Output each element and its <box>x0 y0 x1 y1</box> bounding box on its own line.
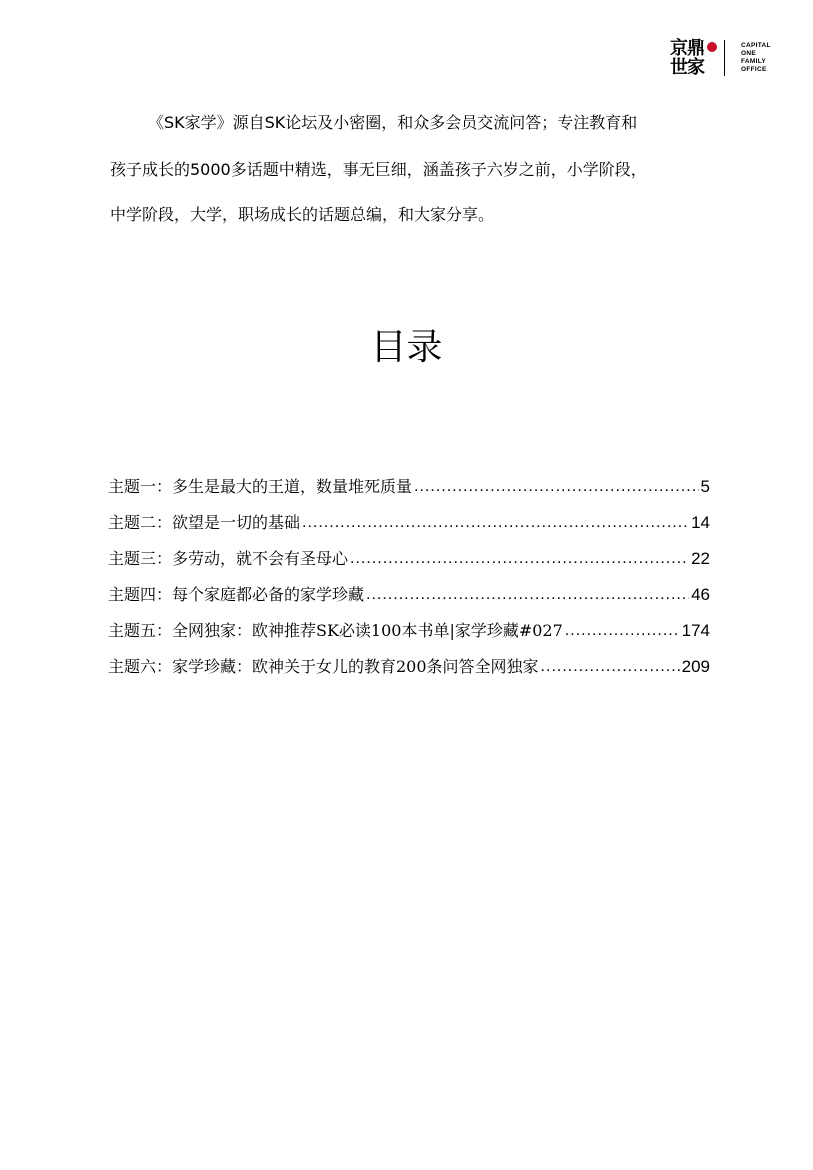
toc-entry[interactable] <box>108 606 710 642</box>
logo-en-line: FAMILY <box>741 58 767 65</box>
toc-entry-title: 主题三：多劳动，就不会有圣母心 <box>108 549 349 568</box>
intro-line-1: 《SK家学》源自SK论坛及小密圈，和众多会员交流问答；专注教育和 <box>148 113 638 132</box>
toc-entry[interactable] <box>108 498 710 534</box>
intro-line-2: 孩子成长的5000多话题中精选，事无巨细，涵盖孩子六岁之前，小学阶段， <box>110 160 647 179</box>
logo-chinese <box>670 39 704 77</box>
logo-cn-line2: 世家 <box>670 57 704 78</box>
toc-entry[interactable] <box>108 570 710 606</box>
toc-entry-title: 主题二：欲望是一切的基础 <box>108 513 301 532</box>
toc-entry-page: 174 <box>681 621 710 640</box>
toc-entry-title: 主题六：家学珍藏：欧神关于女儿的教育200条问答全网独家 <box>108 657 539 676</box>
toc-entry-page: 46 <box>691 585 710 604</box>
toc-leader-dots <box>302 512 689 534</box>
logo-en-line: OFFICE <box>741 66 767 73</box>
logo-en-line: CAPITAL <box>741 42 771 49</box>
toc-entry[interactable] <box>108 642 710 678</box>
toc-entry-page: 5 <box>700 477 710 496</box>
toc-entry-page: 209 <box>681 657 710 676</box>
toc-entry-page: 14 <box>691 513 710 532</box>
toc-entry[interactable] <box>108 462 710 498</box>
toc-entry-title: 主题一：多生是最大的王道，数量堆死质量 <box>108 477 413 496</box>
toc-leader-dots <box>350 548 689 570</box>
logo-divider <box>724 40 725 76</box>
toc-entry[interactable] <box>108 534 710 570</box>
intro-line-3: 中学阶段，大学，职场成长的话题总编，和大家分享。 <box>110 205 495 224</box>
toc-title: 目录 <box>370 327 443 368</box>
toc-entry-title: 主题四：每个家庭都必备的家学珍藏 <box>108 585 365 604</box>
toc-entry-title: 主题五：全网独家：欧神推荐SK必读100本书单|家学珍藏#027 <box>108 621 563 640</box>
toc-leader-dots <box>366 584 689 606</box>
logo-en-line: ONE <box>741 50 756 57</box>
toc-entry-page: 22 <box>691 549 710 568</box>
logo-cn-line1: 京鼎 <box>670 38 704 59</box>
toc-leader-dots <box>414 476 699 498</box>
logo-english <box>741 42 771 74</box>
toc-leader-dots <box>541 656 680 678</box>
table-of-contents <box>108 462 710 678</box>
seal-icon <box>707 42 717 52</box>
toc-leader-dots <box>565 620 680 642</box>
company-logo <box>670 38 771 78</box>
